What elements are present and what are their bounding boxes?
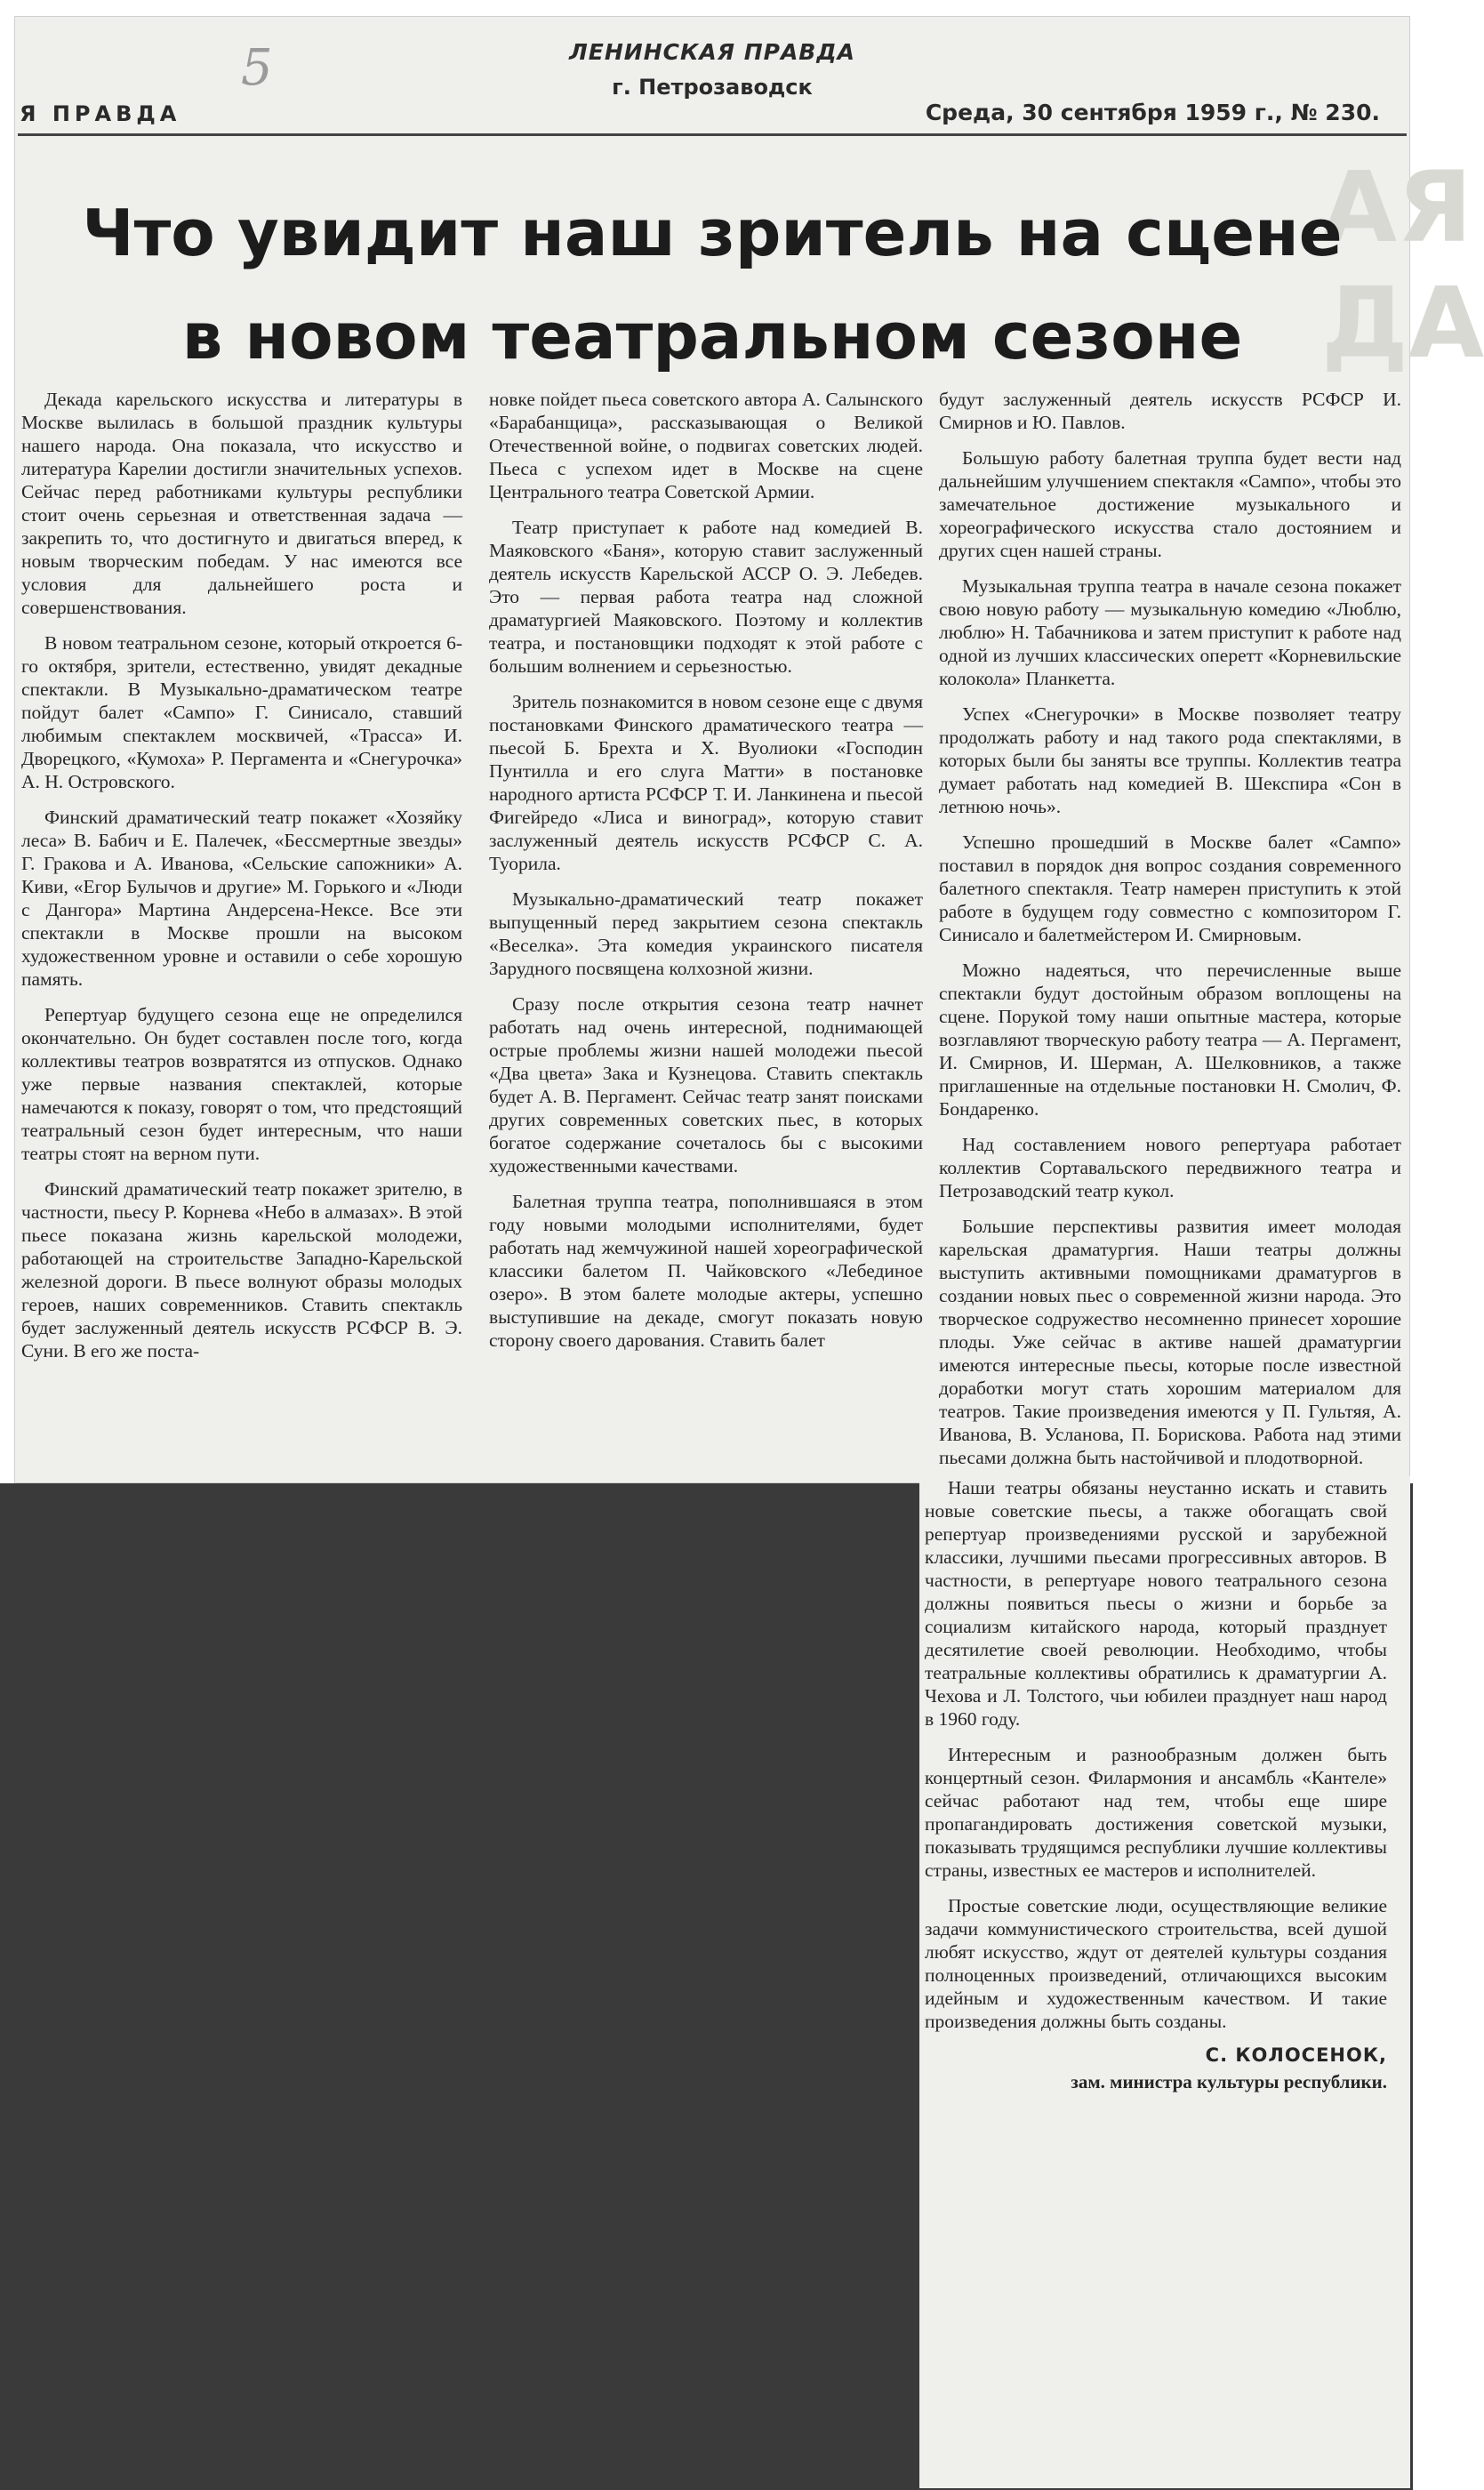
paragraph: Можно надеяться, что перечисленные выше спектакли будут достойным образом воплощены на сцене. Порукой тому наши опытные мастера, которые возглавляют творческую работу театра — А. Пергамент, И. Смирнов, И. Шерман, А. Шелковников, а также приглашенные на отдельные постановки Н. Смолич, Ф. Бондаренко. bbox=[939, 960, 1401, 1120]
column-3 bbox=[939, 388, 1401, 1469]
paragraph: Балетная труппа театра, пополнившаяся в этом году новыми молодыми исполнителями, будет работать над жемчужиной нашей хореографической классики балетом П. Чайковского «Лебединое озеро». В этом балете молодые актеры, успешно выступившие на декаде, смогут показать новую сторону своего дарования. Ставить балет bbox=[489, 1191, 923, 1351]
newspaper-clipping-continued bbox=[919, 1476, 1410, 2488]
header-rule bbox=[18, 133, 1407, 136]
paragraph: будут заслуженный деятель искусств РСФСР И. Смирнов и Ю. Павлов. bbox=[939, 389, 1401, 433]
bleed-through-text: АЯ ДА bbox=[1321, 150, 1484, 380]
paragraph: Успешно прошедший в Москве балет «Сампо» поставил в порядок дня вопрос создания современного балетного спектакля. Театр намерен приступить к этой работе в будущем году совместно с композитором Г. Синисало и балетмейстером И. Смирновым. bbox=[939, 831, 1401, 945]
column-3-continued bbox=[925, 1476, 1387, 2093]
paragraph: Большую работу балетная труппа будет вести над дальнейшим улучшением спектакля «Сампо», чтобы это замечательное достижение музыкального и хореографического искусства стало достоянием и других сцен нашей страны. bbox=[939, 447, 1401, 561]
paragraph: Большие перспективы развития имеет молодая карельская драматургия. Наши театры должны выступить активными помощниками драматургов в создании новых пьес о современной жизни народа. Это творческое содружество несомненно принесет хорошие плоды. Уже сейчас в активе нашей драматургии имеются интересные пьесы, которые после известной доработки могут стать хорошим материалом для театров. Такие произведения имеются у П. Гультяя, А. Иванова, В. Усланова, П. Борискова. Работа над этими пьесами должна быть настойчивой и плодотворной. bbox=[939, 1216, 1401, 1468]
paragraph: Над составлением нового репертуара работает коллектив Сортавальского передвижного театра и Петрозаводский театр кукол. bbox=[939, 1134, 1401, 1201]
column-2 bbox=[489, 388, 923, 1352]
masthead-city: г. Петрозаводск bbox=[612, 75, 813, 100]
paragraph: Финский драматический театр покажет «Хозяйку леса» В. Бабич и Е. Палечек, «Бессмертные звезды» Г. Гракова и А. Иванова, «Сельские сапожники» А. Киви, «Егор Булычов и другие» М. Горького и «Люди с Дангора» Мартина Андерсена-Нексе. Все эти спектакли в Москве прошли на высоком художественном уровне и оставили о себе хорошую память. bbox=[21, 807, 462, 990]
paragraph: Наши театры обязаны неустанно искать и ставить новые советские пьесы, а также обогащать свой репертуар произведениями русской и зарубежной классики, лучшими пьесами прогрессивных авторов. В частности, в репертуаре нового театрального сезона должны появиться пьесы о жизни и борьбе за социализм китайского народа, который празднует десятилетие своей революции. Необходимо, чтобы театральные коллективы обратились к драматургии А. Чехова и Л. Толстого, чьи юбилеи празднует наш народ в 1960 году. bbox=[925, 1477, 1387, 1730]
paragraph: Интересным и разнообразным должен быть концертный сезон. Филармония и ансамбль «Кантеле» сейчас работают над тем, чтобы еще шире пропагандировать достижения советской музыки, показывать трудящимся республики лучшие коллективы страны, известных ее мастеров и исполнителей. bbox=[925, 1744, 1387, 1881]
paragraph: Сразу после открытия сезона театр начнет работать над очень интересной, поднимающей острые проблемы жизни нашей молодежи пьесой «Два цвета» Зака и Кузнецова. Ставить спектакль будет А. В. Пергамент. Сейчас театр занят поисками других современных советских пьес, в которых богатое содержание сочеталось бы с высокими художественными качествами. bbox=[489, 993, 923, 1177]
column-1 bbox=[21, 388, 462, 1362]
paragraph: Репертуар будущего сезона еще не определился окончательно. Он будет составлен после того, когда коллективы театров возвратятся из отпусков. Однако уже первые названия спектаклей, которые намечаются к показу, говорят о том, что предстоящий театральный сезон будет интересным, что наши театры стоят на верном пути. bbox=[21, 1004, 462, 1164]
masthead: ЛЕНИНСКАЯ ПРАВДА bbox=[569, 39, 855, 65]
author-signature: С. КОЛОСЕНОК, bbox=[1205, 2044, 1387, 2066]
paragraph: Успех «Снегурочки» в Москве позволяет театру продолжать работу и над такого рода спектаклями, в которых были бы заняты все труппы. Коллектив театра думает работать над комедией В. Шекспира «Сон в летнюю ночь». bbox=[939, 703, 1401, 817]
paragraph: Музыкально-драматический театр покажет выпущенный перед закрытием сезона спектакль «Веселка». Эта комедия украинского писателя Зарудного посвящена колхозной жизни. bbox=[489, 888, 923, 979]
paragraph: Декада карельского искусства и литературы в Москве вылилась в большой праздник культуры нашего народа. Она показала, что искусство и литература Карелии достигли значительных успехов. Сейчас перед работниками культуры республики стоит очень серьезная и ответственная задача — закрепить то, что достигнуто и двигаться вперед, к новым творческим победам. У нас имеются все условия для дальнейшего роста и совершенствования. bbox=[21, 389, 462, 618]
author-title: зам. министра культуры республики. bbox=[1071, 2071, 1387, 2092]
paragraph: Музыкальная труппа театра в начале сезона покажет свою новую работу — музыкальную комедию «Люблю, люблю» Н. Табачникова и затем приступит к работе над одной из лучших классических оперетт «Корневильские колокола» Планкетта. bbox=[939, 575, 1401, 689]
masthead-fragment: Я ПРАВДА bbox=[20, 101, 181, 126]
handwritten-number: 5 bbox=[241, 39, 273, 97]
paragraph: Финский драматический театр покажет зрителю, в частности, пьесу Р. Корнева «Небо в алмазах». В этой пьесе показана жизнь карельской молодежи, работающей на строительстве Западно-Карельской железной дороги. В пьесе волнуют образы молодых героев, наших современников. Ставить спектакль будет заслуженный деятель искусств РСФСР В. Э. Суни. В его же поста- bbox=[21, 1178, 462, 1361]
issue-date: Среда, 30 сентября 1959 г., № 230. bbox=[925, 100, 1380, 125]
headline-line-1: Что увидит наш зритель на сцене bbox=[82, 196, 1343, 270]
headline-line-2: в новом театральном сезоне bbox=[181, 299, 1243, 374]
paragraph: В новом театральном сезоне, который откроется 6-го октября, зрители, естественно, увидят декадные спектакли. В Музыкально-драматическом театре пойдут балет «Сампо» Г. Синисало, ставший любимым спектаклем москвичей, «Трасса» И. Дворецкого, «Кумоха» Р. Пергамента и «Снегурочка» А. Н. Островского. bbox=[21, 632, 462, 792]
paragraph: Простые советские люди, осуществляющие великие задачи коммунистического строительства, всей душой любят искусство, ждут от деятелей культуры создания полноценных произведений, отличающихся высоким идейным и художественным качеством. И такие произведения должны быть созданы. bbox=[925, 1895, 1387, 2032]
newspaper-clipping bbox=[14, 16, 1484, 1483]
paragraph: Театр приступает к работе над комедией В. Маяковского «Баня», которую ставит заслуженный деятель искусств Карельской АССР О. Э. Лебедев. Это — первая работа театра над сложной драматургией Маяковского. Поэтому и коллектив театра, и постановщики подходят к этой работе с большим волнением и серьезностью. bbox=[489, 517, 923, 677]
paragraph: новке пойдет пьеса советского автора А. Салынского «Барабанщица», рассказывающая о Великой Отечественной войне, о подвигах советских людей. Пьеса с успехом идет в Москве на сцене Центрального театра Советской Армии. bbox=[489, 389, 923, 502]
headline bbox=[14, 181, 1410, 388]
paragraph: Зритель познакомится в новом сезоне еще с двумя постановками Финского драматического театра — пьесой Б. Брехта и Х. Вуолиоки «Господин Пунтилла и его слуга Матти» в постановке народного артиста РСФСР Т. И. Ланкинена и пьесой Фигейредо «Лиса и виноград», которую ставит заслуженный деятель искусств РСФСР С. А. Туорила. bbox=[489, 691, 923, 874]
